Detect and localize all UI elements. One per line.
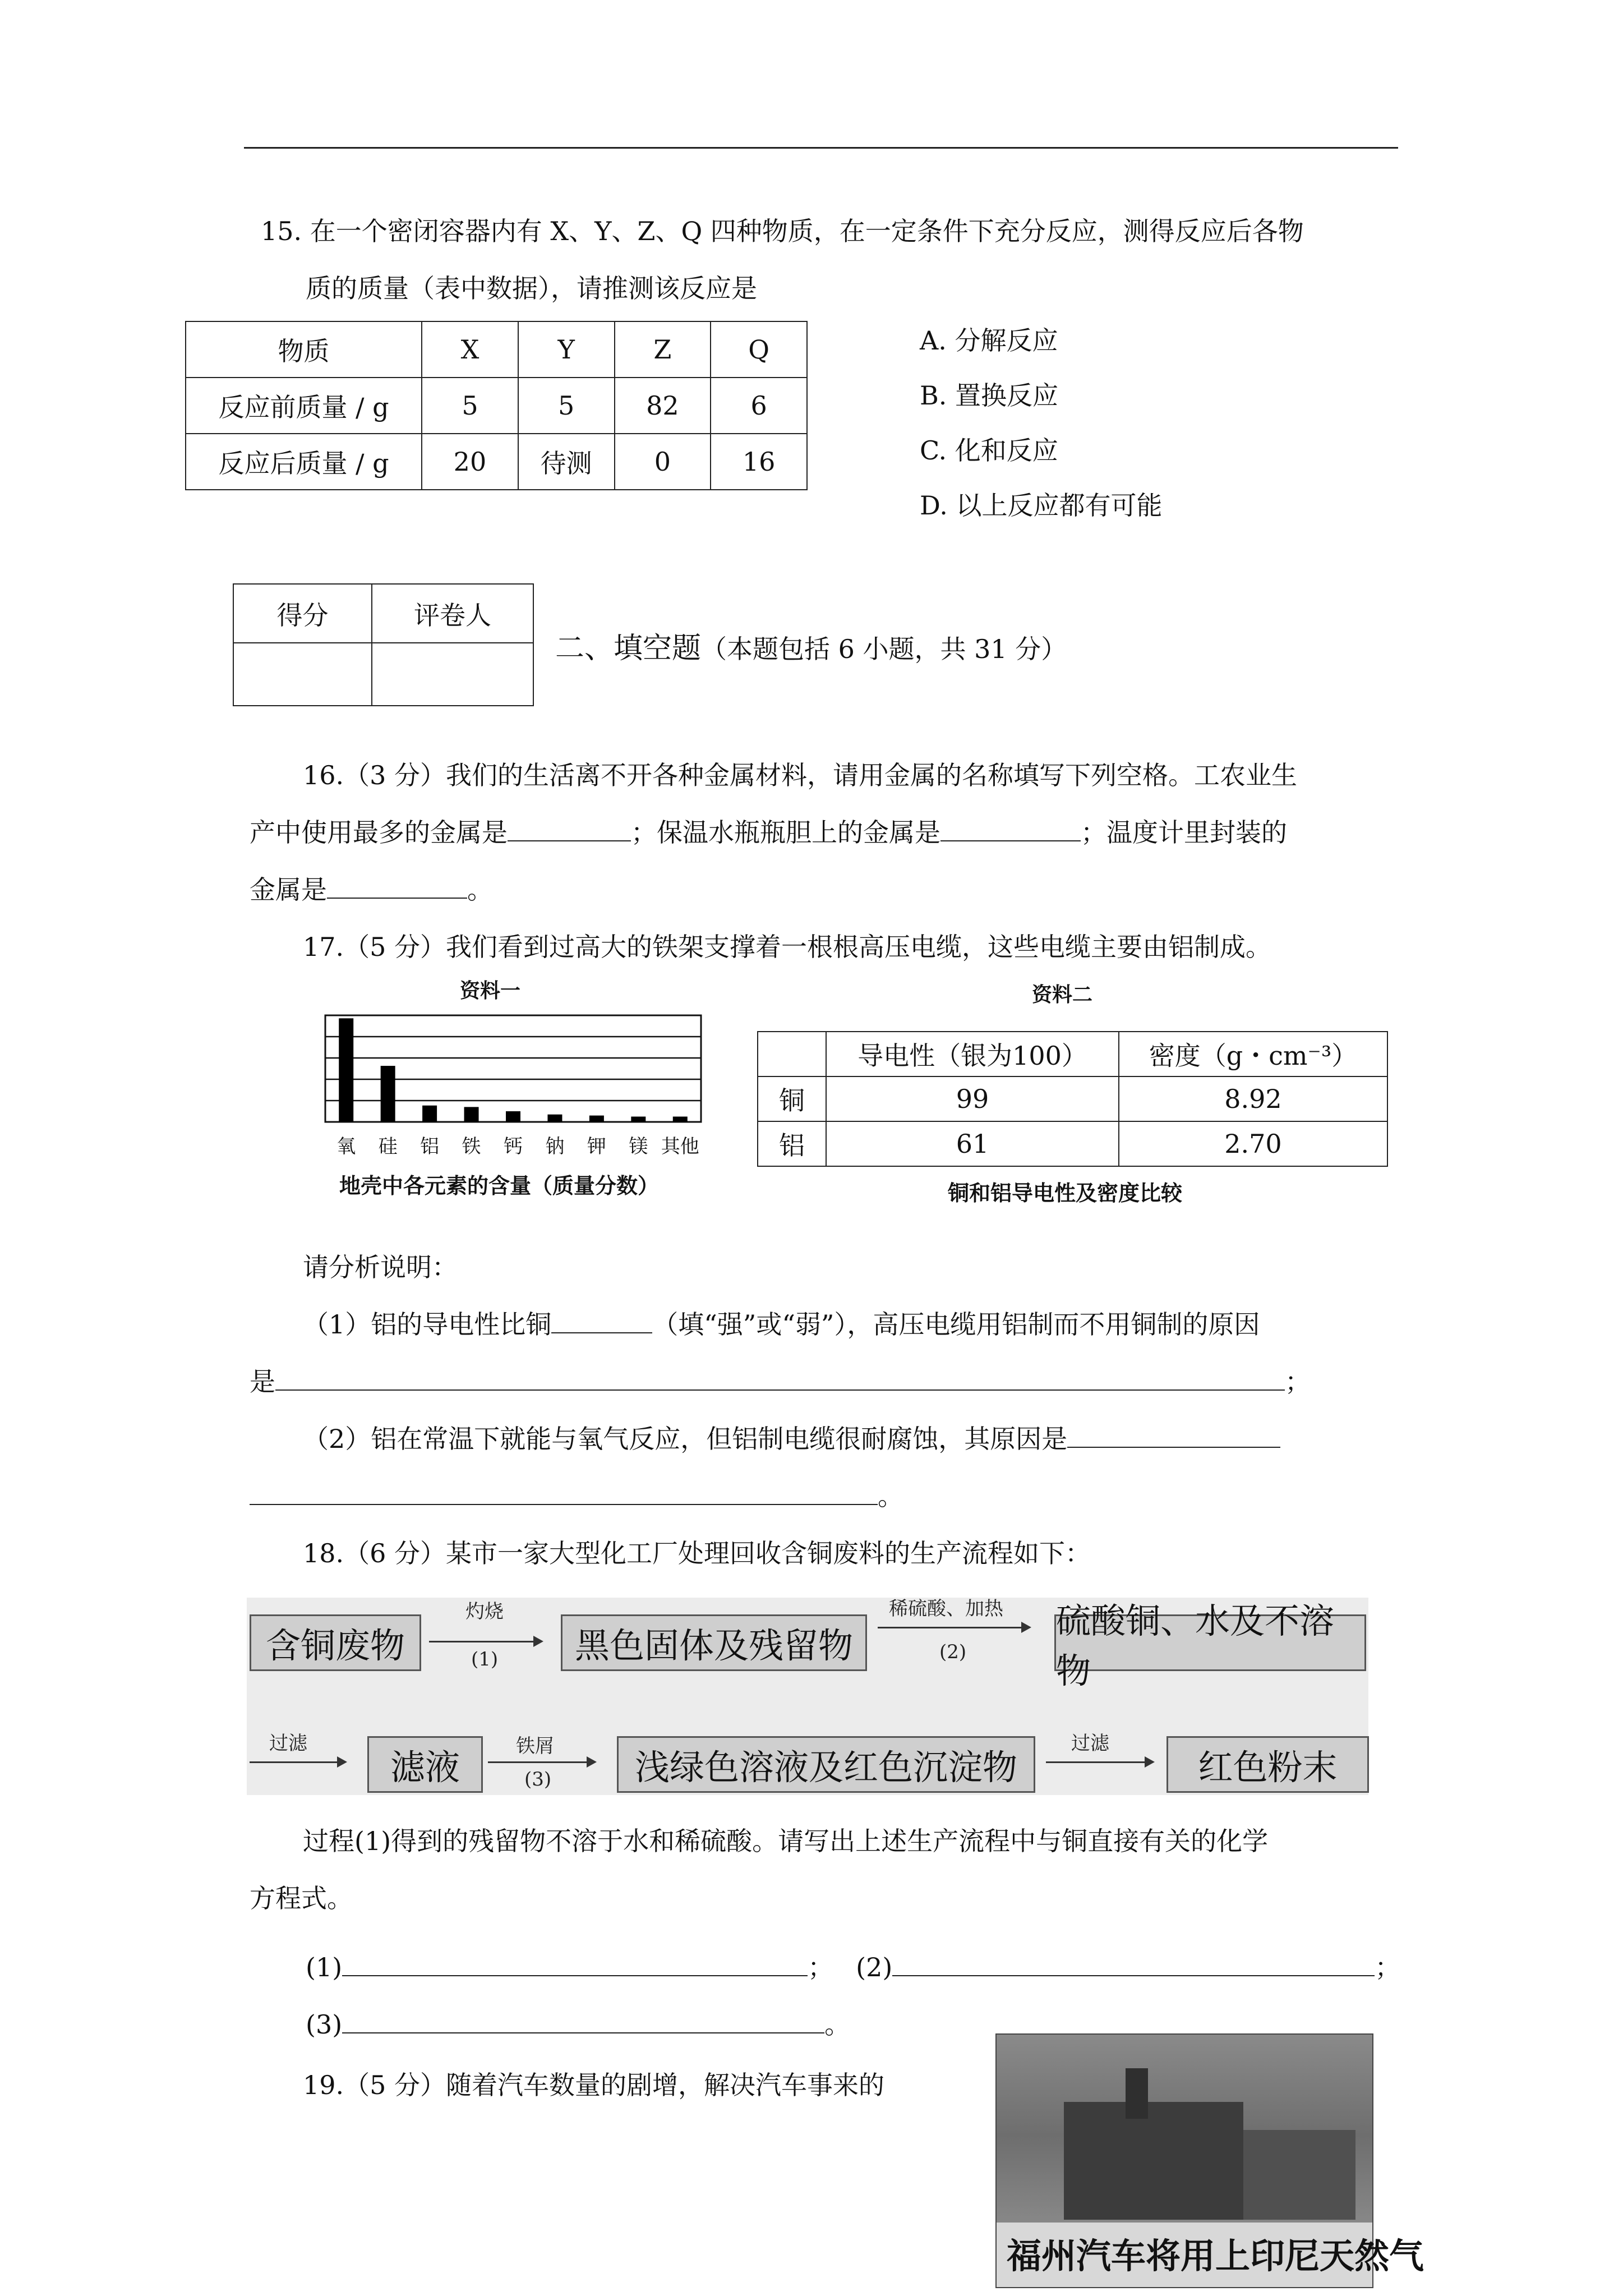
table-cell: 5 [518, 378, 615, 434]
section2-note: （本题包括 6 小题，共 31 分） [701, 634, 1067, 664]
arrow-label: (2) [939, 1641, 967, 1663]
q18-equations-row2 [306, 2009, 850, 2040]
arrow-label: (3) [524, 1768, 552, 1791]
data2-header-cell: 导电性（银为100） [826, 1032, 1119, 1076]
grader-field [372, 643, 533, 706]
chart-bar [506, 1111, 520, 1122]
q16-text: 产中使用最多的金属是 [250, 817, 508, 848]
table-cell: 反应前质量 / g [186, 378, 422, 434]
eq-label: (1) [306, 1952, 343, 1982]
answer-blank[interactable] [508, 818, 631, 841]
arrow-right-icon [488, 1761, 594, 1763]
data2-header-cell: 密度（g・cm⁻³） [1119, 1032, 1387, 1076]
chart-bar [339, 1018, 353, 1122]
table-cell: 5 [422, 378, 518, 434]
arrow-label: 过滤 [269, 1732, 307, 1755]
flow-box-copper-waste: 含铜废物 [250, 1614, 421, 1671]
q15-header-cell: Z [615, 321, 711, 378]
score-label: 得分 [233, 584, 372, 643]
q15-header-cell: Q [711, 321, 807, 378]
q16-line3 [250, 875, 493, 905]
q17-p2-cont [250, 1481, 903, 1512]
table-cell: 61 [826, 1121, 1119, 1166]
arrow-right-icon [1046, 1761, 1152, 1763]
arrow-label: (1) [471, 1648, 499, 1671]
arrow-right-icon [429, 1641, 541, 1642]
table-cell: 16 [711, 434, 807, 490]
table-cell: 2.70 [1119, 1121, 1387, 1166]
chart-tick-label: 钠 [545, 1135, 565, 1158]
q15-header-cell: X [422, 321, 518, 378]
table-cell: 铜 [758, 1076, 826, 1121]
eq-punct: ； [1375, 1952, 1401, 1982]
q16-text: 。 [467, 875, 493, 905]
q18-text2: 方程式。 [250, 1883, 353, 1913]
q18-line1: 18.（6 分）某市一家大型化工厂处理回收含铜废料的生产流程如下： [303, 1538, 1091, 1568]
data2-caption: 铜和铝导电性及密度比较 [948, 1181, 1183, 1205]
table-row [186, 434, 807, 490]
equation-blank[interactable] [892, 1953, 1375, 1976]
arrow-label: 灼烧 [465, 1600, 504, 1623]
flow-box-red-powder: 红色粉末 [1166, 1736, 1369, 1793]
arrow-label: 稀硫酸、加热 [889, 1598, 1003, 1620]
table-cell: 20 [422, 434, 518, 490]
chart-tick-label: 铝 [420, 1135, 440, 1158]
arrow-label: 过滤 [1071, 1732, 1109, 1755]
header-rule [244, 147, 1398, 149]
q18-equations-row1 [306, 1952, 1400, 1983]
chart-tick-label: 其他 [661, 1135, 699, 1158]
chart-bar [673, 1117, 688, 1122]
data2-title: 资料二 [1032, 983, 1093, 1006]
q19-line1: 19.（5 分）随着汽车数量的剧增，解决汽车事来的 [303, 2070, 885, 2100]
table-row [186, 378, 807, 434]
chart-bar [589, 1116, 604, 1122]
chart-bar [547, 1115, 562, 1122]
photo-headline: 福州汽车将用上印尼天然气 [1007, 2235, 1424, 2276]
chart-tick-label: 硅 [378, 1135, 398, 1158]
element-content-chart [314, 1010, 707, 1167]
q15-line2: 质的质量（表中数据），请推测该反应是 [306, 273, 757, 303]
q16-line1: 16.（3 分）我们的生活离不开各种金属材料，请用金属的名称填写下列空格。工农业生 [303, 760, 1298, 790]
q17-p2 [303, 1424, 1280, 1455]
chart-bar [631, 1117, 645, 1122]
q16-text: 金属是 [250, 875, 327, 905]
q15-table [185, 321, 808, 490]
answer-blank[interactable] [275, 1367, 1285, 1391]
chart-tick-label: 钙 [504, 1135, 523, 1158]
q17-p1 [303, 1309, 1260, 1340]
table-cell: 铝 [758, 1121, 826, 1166]
equation-blank[interactable] [342, 1953, 808, 1976]
answer-blank[interactable] [551, 1310, 652, 1333]
q15-option-b: B. 置换反应 [920, 380, 1059, 411]
data2-header-cell [758, 1032, 826, 1076]
table-cell: 待测 [518, 434, 615, 490]
table-cell: 反应后质量 / g [186, 434, 422, 490]
q15-header-cell: 物质 [186, 321, 422, 378]
chart-tick-label: 铁 [462, 1135, 481, 1158]
q17-p1-cont [250, 1366, 1311, 1397]
q17-text: 。 [878, 1481, 903, 1511]
arrow-right-icon [250, 1761, 345, 1763]
q17-text: （填“强”或“弱”），高压电缆用铝制而不用铜制的原因 [652, 1309, 1260, 1340]
table-cell: 82 [615, 378, 711, 434]
photo-tower [1126, 2068, 1148, 2119]
chart-bar [422, 1106, 437, 1122]
q17-text: ； [1285, 1366, 1311, 1397]
q17-text: （2）铝在常温下就能与氧气反应，但铝制电缆很耐腐蚀，其原因是 [303, 1424, 1068, 1454]
table-row [758, 1121, 1387, 1166]
section2-title [555, 631, 1067, 666]
q17-text: 是 [250, 1366, 275, 1397]
chart-tick-label: 镁 [629, 1135, 648, 1158]
section2-title-text: 二、填空题 [555, 632, 702, 665]
arrow-right-icon [878, 1627, 1029, 1628]
equation-blank[interactable] [342, 2010, 824, 2033]
answer-blank[interactable] [940, 818, 1081, 841]
chart-tick-label: 钾 [587, 1135, 606, 1158]
chart-tick-label: 氧 [336, 1135, 356, 1158]
answer-blank[interactable] [250, 1481, 878, 1505]
data2-table [757, 1031, 1388, 1167]
table-cell: 8.92 [1119, 1076, 1387, 1121]
eq-punct: 。 [824, 2009, 851, 2040]
q15-header-cell: Y [518, 321, 615, 378]
arrow-label: 铁屑 [516, 1735, 554, 1757]
chart-bar [381, 1066, 395, 1122]
chart-title: 资料一 [460, 979, 521, 1002]
flow-box-copper-sulfate: 硫酸铜、水及不溶物 [1054, 1614, 1366, 1671]
chart-bar [464, 1107, 479, 1122]
chart-xlabel: 地壳中各元素的含量（质量分数） [339, 1174, 660, 1198]
photo-building-right [1243, 2130, 1355, 2220]
flow-box-black-solid: 黑色固体及残留物 [561, 1614, 867, 1671]
table-cell: 6 [711, 378, 807, 434]
eq-label: (2) [856, 1952, 893, 1982]
q15-line1: 15. 在一个密闭容器内有 X、Y、Z、Q 四种物质，在一定条件下充分反应，测得反应后各物 [261, 216, 1304, 246]
flow-box-filtrate: 滤液 [367, 1736, 483, 1793]
grader-label: 评卷人 [372, 584, 533, 643]
q15-option-a: A. 分解反应 [920, 325, 1058, 356]
q16-line2 [250, 817, 1287, 848]
answer-blank[interactable] [327, 875, 467, 899]
eq-punct: ； [808, 1952, 834, 1982]
score-box [233, 583, 534, 706]
q17-text: （1）铝的导电性比铜 [303, 1309, 552, 1340]
photo-building [1064, 2102, 1243, 2220]
answer-blank[interactable] [1067, 1424, 1280, 1448]
q16-text: ；温度计里封装的 [1081, 817, 1287, 848]
q15-option-d: D. 以上反应都有可能 [920, 490, 1163, 521]
eq-label: (3) [306, 2009, 343, 2040]
q18-text1: 过程(1)得到的残留物不溶于水和稀硫酸。请写出上述生产流程中与铜直接有关的化学 [303, 1826, 1269, 1856]
q17-line1: 17.（5 分）我们看到过高大的铁架支撑着一根根高压电缆，这些电缆主要由铝制成。 [303, 932, 1272, 962]
q16-text: ；保温水瓶瓶胆上的金属是 [631, 817, 940, 848]
table-row [758, 1076, 1387, 1121]
q17-analysis: 请分析说明： [303, 1252, 458, 1282]
table-cell: 99 [826, 1076, 1119, 1121]
table-cell: 0 [615, 434, 711, 490]
q15-option-c: C. 化和反应 [920, 435, 1058, 466]
flow-box-green-solution: 浅绿色溶液及红色沉淀物 [617, 1736, 1035, 1793]
score-field [233, 643, 372, 706]
news-photo [995, 2033, 1424, 2288]
